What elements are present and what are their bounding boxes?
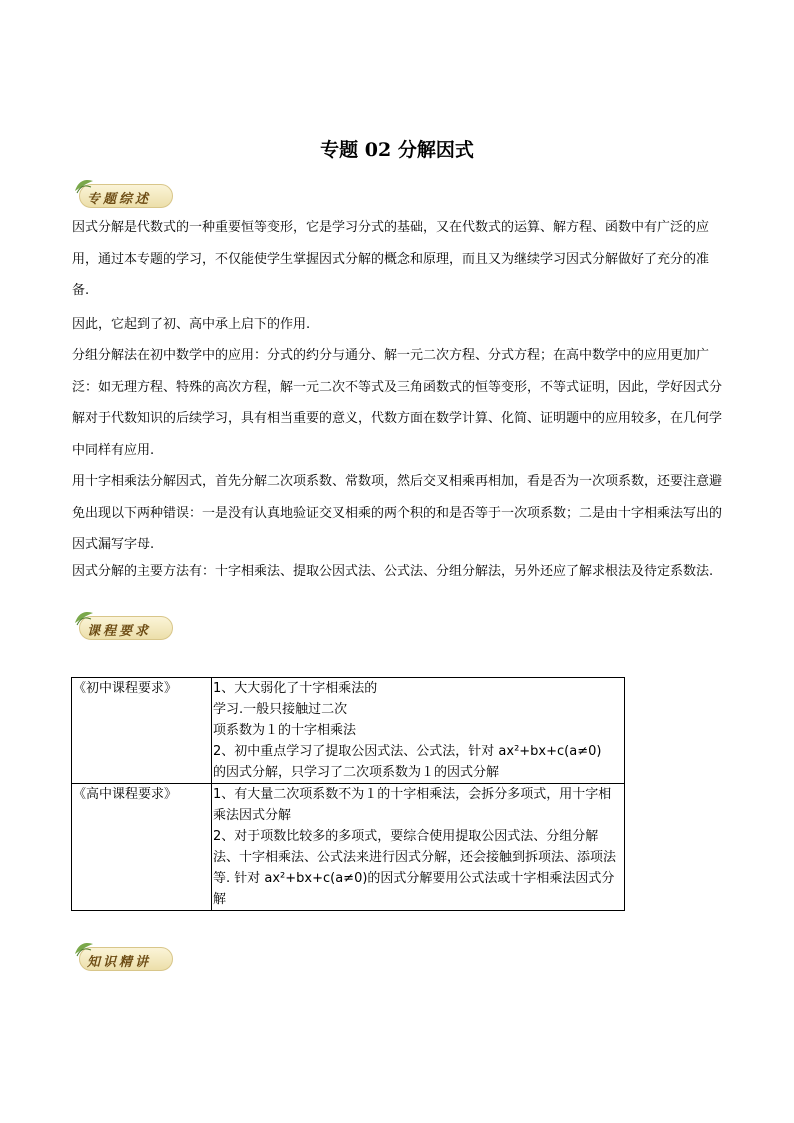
content-line: 1、大大弱化了十字相乘法的 xyxy=(213,681,378,696)
content-line: 2、初中重点学习了提取公因式法、公式法，针对 ax²+bx+c(a≠0) xyxy=(213,744,602,759)
course-requirements-table xyxy=(71,677,625,911)
content-line: 项系数为１的十字相乘法 xyxy=(213,723,357,738)
content-line: 学习.一般只接触过二次 xyxy=(213,702,348,717)
content-line: 2、对于项数比较多的多项式，要综合使用提取公因式法、分组分解法、十字相乘法、公式法来进行因式分解，还会接触到拆项法、添项法等. 针对 ax²+bx+c(a≠0)的因式分解要用公式法或十字相乘法因式分解 xyxy=(213,829,617,907)
banner-label: 专题综述 xyxy=(87,192,152,207)
row-label: 《初中课程要求》 xyxy=(72,678,212,784)
paragraph-methods: 因式分解的主要方法有：十字相乘法、提取公因式法、公式法、分组分解法，另外还应了解求根法及待定系数法. xyxy=(72,564,714,579)
page-title: 专题 02 分解因式 xyxy=(320,139,474,161)
banner-label: 课程要求 xyxy=(87,624,152,639)
section-banner-requirements xyxy=(73,609,173,641)
content-line: 的因式分解，只学习了二次项系数为１的因式分解 xyxy=(213,765,500,780)
section-banner-knowledge xyxy=(73,940,173,972)
banner-label: 知识精讲 xyxy=(87,955,152,970)
content-line: 1、有大量二次项系数不为１的十字相乘法，会拆分多项式，用十字相乘法因式分解 xyxy=(213,787,612,823)
row-content xyxy=(212,784,625,911)
paragraph-bridge: 因此，它起到了初、高中承上启下的作用. xyxy=(72,317,311,332)
paragraph-intro: 因式分解是代数式的一种重要恒等变形，它是学习分式的基础，又在代数式的运算、解方程、函数中有广泛的应用，通过本专题的学习，不仅能使学生掌握因式分解的概念和原理，而且又为继续学习因式分解做好了充分的准备. xyxy=(72,220,710,298)
table-row xyxy=(72,784,625,911)
paragraph-cross-method: 用十字相乘法分解因式，首先分解二次项系数、常数项，然后交叉相乘再相加，看是否为一次项系数，还要注意避免出现以下两种错误：一是没有认真地验证交叉相乘的两个积的和是否等于一次项系数；二是由十字相乘法写出的因式漏写字母. xyxy=(72,474,723,552)
row-label: 《高中课程要求》 xyxy=(72,784,212,911)
table-row xyxy=(72,678,625,784)
section-banner-overview xyxy=(73,177,173,209)
row-content xyxy=(212,678,625,784)
paragraph-grouping: 分组分解法在初中数学中的应用：分式的约分与通分、解一元二次方程、分式方程；在高中数学中的应用更加广泛：如无理方程、特殊的高次方程，解一元二次不等式及三角函数式的恒等变形，不等式证明，因此，学好因式分解对于代数知识的后续学习，具有相当重要的意义，代数方面在数学计算、化简、证明题中的应用较多，在几何学中同样有应用. xyxy=(72,348,723,458)
